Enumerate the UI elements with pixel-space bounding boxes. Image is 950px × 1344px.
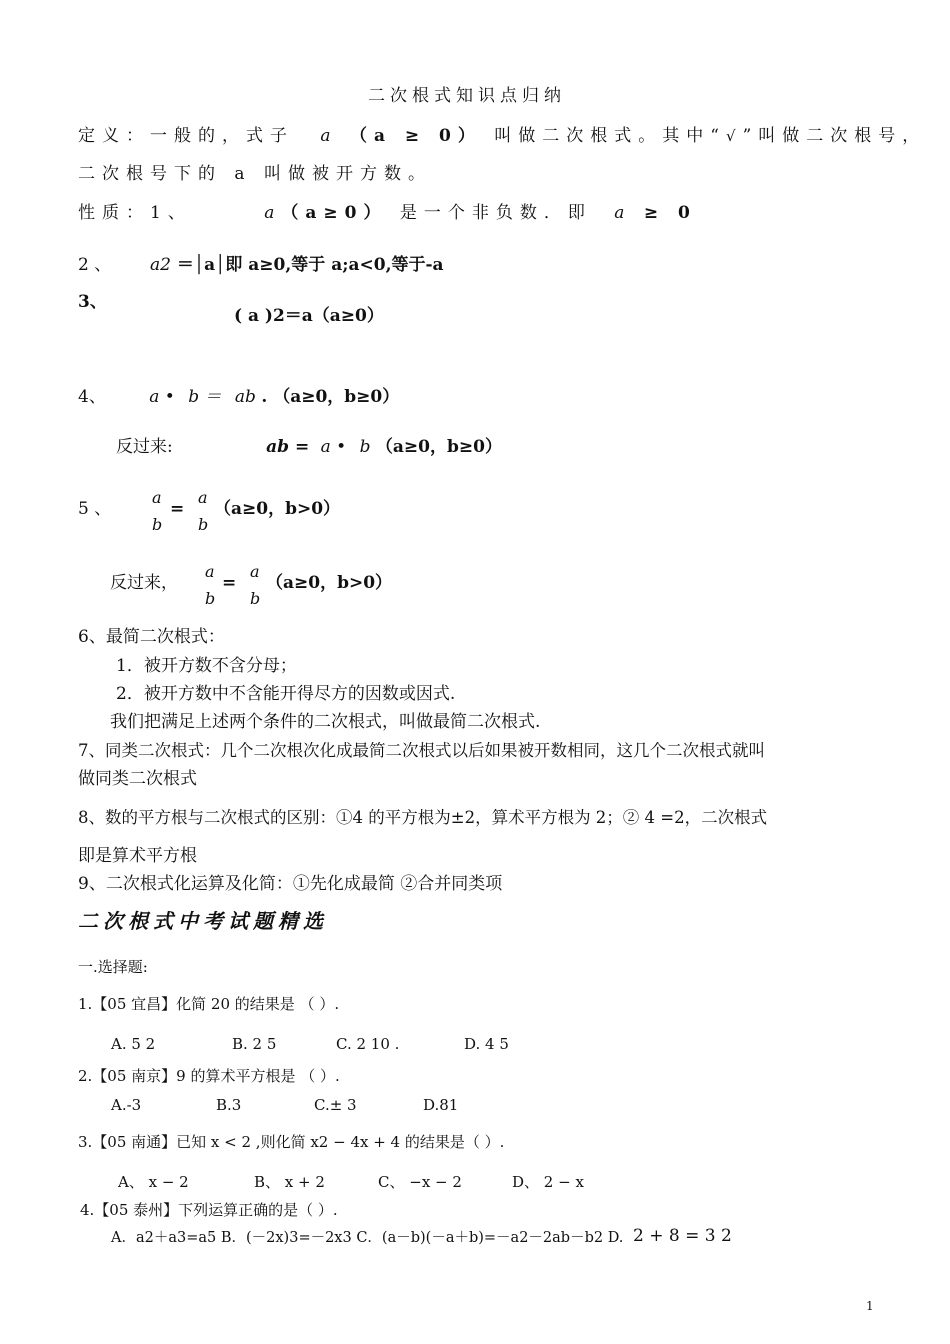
property-6-summary: 我们把满足上述两个条件的二次根式，叫做最简二次根式.	[110, 712, 541, 732]
property-4-reverse-ab: ab =	[266, 437, 310, 457]
property-4-a: a	[149, 387, 160, 407]
property-6-item-2: 2．被开方数中不含能开得尽方的因数或因式.	[116, 684, 456, 704]
property-5-cond: （a≥0，b>0）	[214, 499, 341, 519]
property-1-end: ≥ 0	[643, 203, 697, 223]
question-3-option-b: B、 x + 2	[254, 1173, 325, 1191]
property-1-expr: a	[614, 203, 632, 223]
property-1-label: 性质：1、	[78, 203, 192, 223]
property-4-reverse-dot: •	[336, 437, 347, 457]
question-3-option-a: A、 x − 2	[118, 1173, 189, 1191]
property-2-label: 2 、	[78, 255, 112, 275]
question-1-option-a: A. 5 2	[111, 1035, 156, 1053]
definition-text-b: 叫做二次根式。其中“	[494, 126, 726, 146]
property-4-label: 4、	[78, 387, 106, 407]
definition-line-2: 二次根号下的 a 叫做被开方数。	[78, 164, 432, 184]
question-1-option-b: B. 2 5	[232, 1035, 277, 1053]
property-5-eq: =	[170, 499, 185, 519]
property-2	[150, 255, 444, 275]
property-4	[78, 387, 399, 407]
exam-heading: 二次根式中考试题精选	[78, 909, 328, 933]
definition-text-a: 定义：一般的，式子	[78, 126, 294, 146]
property-1-cond: （a≥0）	[281, 203, 388, 223]
question-3-option-c: C、 −x − 2	[378, 1173, 462, 1191]
property-4-reverse-label: 反过来:	[116, 437, 173, 457]
exam-section-title: 一.选择题:	[78, 958, 148, 976]
property-7-line-2: 做同类二次根式	[78, 769, 197, 789]
property-4-reverse-b: b	[359, 437, 371, 457]
property-5-den1: b	[152, 515, 163, 534]
property-3-expr: ( a )2＝a（a≥0）	[234, 306, 384, 326]
property-5-num1: a	[152, 488, 162, 507]
property-6-title: 6、最简二次根式：	[78, 627, 225, 647]
page-title: 二次根式知识点归纳	[368, 86, 566, 106]
property-9: 9、二次根式化运算及化简：①先化成最简 ②合并同类项	[78, 874, 503, 894]
property-5-reverse-eq: =	[222, 573, 237, 593]
question-4: 4.【05 泰州】下列运算正确的是（ ）.	[80, 1201, 338, 1219]
property-3-label: 3、	[78, 292, 107, 312]
property-5-label: 5 、	[78, 499, 112, 519]
question-4-option-d-expr: 2 + 8 = 3 2	[633, 1226, 732, 1246]
property-5-reverse-den1: b	[205, 589, 216, 608]
property-5-den2: b	[198, 515, 209, 534]
property-4-b: b ＝	[188, 387, 222, 407]
page-number: 1	[866, 1299, 874, 1313]
property-1	[78, 203, 697, 223]
question-1-option-c: C. 2 10 .	[336, 1035, 400, 1053]
property-4-reverse-cond: （a≥0，b≥0）	[375, 437, 502, 457]
property-4-dot: •	[164, 387, 175, 407]
property-2-expr: a2	[150, 255, 171, 275]
question-2-option-c: C.± 3	[314, 1096, 357, 1114]
question-3-option-d: D、 2 − x	[512, 1173, 584, 1191]
definition-line-1	[78, 126, 926, 146]
property-8-line-2: 即是算术平方根	[78, 846, 197, 866]
question-2-option-d: D.81	[423, 1096, 459, 1114]
property-4-cond: . （a≥0，b≥0）	[261, 387, 400, 407]
definition-text-c: ”叫做二次根号，	[742, 126, 927, 146]
property-5-reverse-den2: b	[250, 589, 261, 608]
property-4-reverse-a: a	[320, 437, 331, 457]
question-2: 2.【05 南京】9 的算术平方根是 （ ）.	[78, 1067, 340, 1085]
property-6-item-1: 1．被开方数不含分母；	[116, 656, 297, 676]
property-1-text: 是一个非负数．即	[399, 203, 592, 223]
property-2-text: ＝│a│即 a≥0,等于 a;a<0,等于-a	[176, 255, 444, 275]
question-4-options: A．a2＋a3=a5 B．(－2x)3=－2x3 C．(a－b)(－a＋b)=－a2－2ab－b2 D.	[111, 1230, 624, 1246]
question-1: 1.【05 宜昌】化简 20 的结果是 （ ）.	[78, 995, 340, 1013]
property-7-line-1: 7、同类二次根式：几个二次根次化成最简二次根式以后如果被开数相同，这几个二次根式就叫	[78, 741, 765, 760]
property-5-reverse-num1: a	[205, 562, 215, 581]
property-5-reverse-label: 反过来，	[110, 573, 178, 593]
property-8-line-1: 8、数的平方根与二次根式的区别：①4 的平方根为±2，算术平方根为 2；② 4 =2，二次根式	[78, 808, 768, 827]
question-1-option-d: D. 4 5	[464, 1035, 509, 1053]
property-4-ab: ab	[234, 387, 256, 407]
property-5-num2: a	[198, 488, 208, 507]
property-1-var: a	[264, 203, 282, 223]
definition-var: a	[320, 126, 338, 146]
radical-sign-icon: √	[726, 127, 743, 145]
property-4-reverse	[116, 437, 502, 457]
property-5-reverse-cond: （a≥0，b>0）	[266, 573, 393, 593]
definition-cond: （a ≥ 0）	[349, 126, 482, 146]
question-2-option-b: B.3	[216, 1096, 242, 1114]
question-3: 3.【05 南通】已知 x < 2 ,则化简 x2 − 4x + 4 的结果是（ ）.	[78, 1133, 505, 1151]
property-5-reverse-num2: a	[250, 562, 260, 581]
question-2-option-a: A.-3	[111, 1096, 142, 1114]
